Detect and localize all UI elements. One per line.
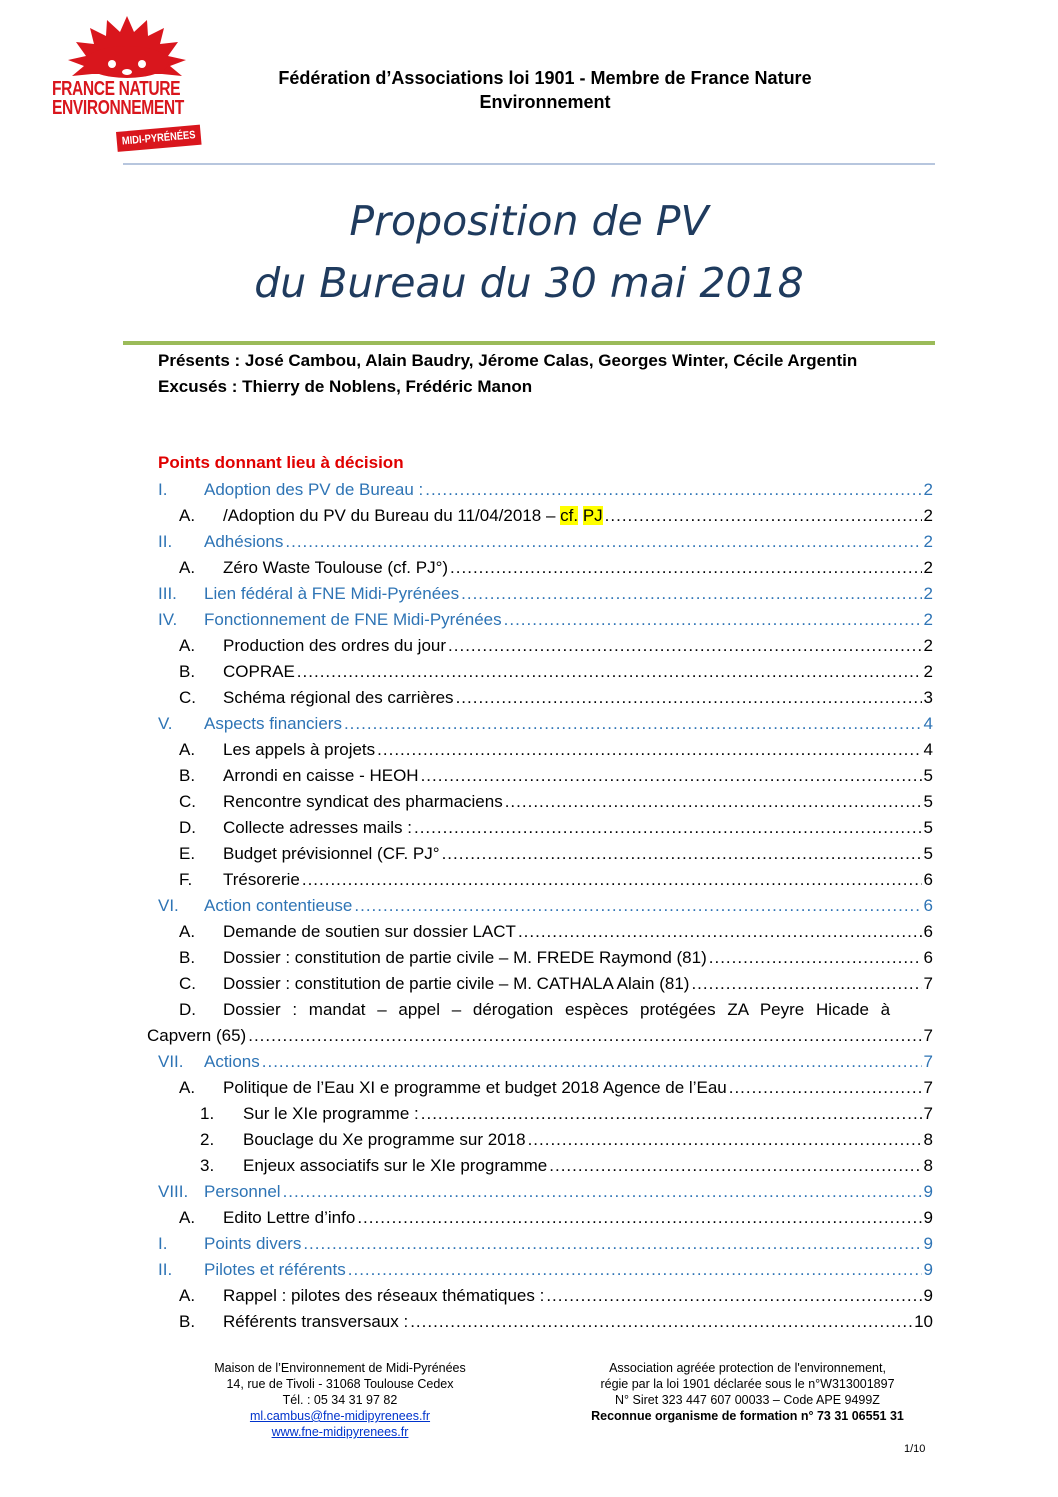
toc-number: D. <box>179 1000 196 1019</box>
toc-page: 5 <box>923 766 933 785</box>
toc-label: Schéma régional des carrières <box>223 688 454 707</box>
toc-number: I. <box>158 1234 168 1253</box>
toc-page: 6 <box>923 896 933 915</box>
toc-label: Rencontre syndicat des pharmaciens <box>223 792 503 811</box>
toc-leader <box>549 1153 921 1179</box>
toc-number: 1. <box>200 1104 215 1123</box>
page-number: 1/10 <box>904 1443 926 1455</box>
toc-entry[interactable] <box>158 633 933 659</box>
toc-entry[interactable] <box>158 477 933 503</box>
toc-entry[interactable] <box>158 1205 933 1231</box>
toc-leader <box>297 659 922 685</box>
toc-leader <box>605 503 922 529</box>
header-line2: Environnement <box>479 92 611 112</box>
toc-number: IV. <box>158 610 178 629</box>
fne-logo <box>52 14 202 164</box>
toc-number: A. <box>179 506 196 525</box>
toc-label: Zéro Waste Toulouse (cf. PJ°) <box>223 558 449 577</box>
toc-leader <box>303 1231 921 1257</box>
toc-leader <box>450 555 921 581</box>
toc-leader <box>528 1127 922 1153</box>
toc-leader <box>410 1309 912 1335</box>
toc-leader <box>414 815 922 841</box>
toc-entry[interactable] <box>158 529 933 555</box>
toc-entry[interactable] <box>158 607 933 633</box>
toc-label: COPRAE <box>223 662 295 681</box>
toc-page: 2 <box>923 532 933 551</box>
toc-number: E. <box>179 844 196 863</box>
toc-entry[interactable] <box>158 1257 933 1283</box>
toc-label: Edito Lettre d’info <box>223 1208 356 1227</box>
toc-page: 2 <box>923 506 933 525</box>
federation-header <box>210 66 880 114</box>
toc-number: 3. <box>200 1156 215 1175</box>
toc-leader <box>344 711 922 737</box>
toc-page: 9 <box>923 1182 933 1201</box>
toc-page: 2 <box>923 584 933 603</box>
toc-entry[interactable] <box>158 1179 933 1205</box>
toc-page: 7 <box>923 1078 933 1097</box>
toc-number: A. <box>179 1078 196 1097</box>
toc-page: 2 <box>923 636 933 655</box>
toc-page: 7 <box>923 1052 933 1071</box>
toc-label: Trésorerie <box>223 870 300 889</box>
toc-number: A. <box>179 740 196 759</box>
toc-page: 8 <box>923 1130 933 1149</box>
toc-label: Les appels à projets <box>223 740 376 759</box>
toc-label: Fonctionnement de FNE Midi-Pyrénées <box>204 610 502 629</box>
toc-entry[interactable] <box>158 503 933 529</box>
toc-number: D. <box>179 818 196 837</box>
toc-entry[interactable] <box>158 581 933 607</box>
toc-number: C. <box>179 974 196 993</box>
toc-number: B. <box>179 766 196 785</box>
footer-contact <box>180 1360 500 1440</box>
toc-label: Politique de l’Eau XI e programme et budget 2018 Agence de l’Eau <box>223 1078 727 1097</box>
toc-number: C. <box>179 688 196 707</box>
toc-page: 2 <box>923 480 933 499</box>
footer-legal-line1: Association agréée protection de l'environnement, <box>609 1361 886 1375</box>
toc-number: A. <box>179 922 196 941</box>
toc-label: Points divers <box>204 1234 302 1253</box>
toc-number: I. <box>158 480 168 499</box>
toc-label: Arrondi en caisse - HEOH <box>223 766 419 785</box>
toc-label-text: /Adoption du PV du Bureau du 11/04/2018 – <box>223 506 561 525</box>
logo-line2: ENVIRONNEMENT <box>52 97 184 119</box>
toc-number: VI. <box>158 896 179 915</box>
toc-number: V. <box>158 714 173 733</box>
toc-label: Référents transversaux : <box>223 1312 409 1331</box>
toc-number: A. <box>179 636 196 655</box>
toc-leader <box>442 841 922 867</box>
toc-page: 5 <box>923 818 933 837</box>
toc-entry-line1 <box>158 997 933 1023</box>
toc-label: Budget prévisionnel (CF. PJ° <box>223 844 440 863</box>
toc-label: Dossier : mandat – appel – dérogation espèces protégées ZA Peyre Hicade à <box>223 1000 891 1019</box>
toc-label: Personnel <box>204 1182 281 1201</box>
toc-entry[interactable] <box>158 893 933 919</box>
toc-entry[interactable] <box>158 1309 933 1335</box>
toc-leader <box>504 607 922 633</box>
hedgehog-icon <box>52 14 202 84</box>
toc-label: Sur le XIe programme : <box>243 1104 419 1123</box>
toc-leader <box>348 1257 922 1283</box>
table-of-contents <box>147 477 933 1335</box>
toc-leader <box>421 763 922 789</box>
toc-label: Dossier : constitution de partie civile – M. CATHALA Alain (81) <box>223 974 690 993</box>
footer-legal-line2: régie par la loi 1901 déclarée sous le n°W313001897 <box>600 1377 895 1391</box>
toc-page: 2 <box>923 558 933 577</box>
toc-entry[interactable] <box>158 1075 933 1101</box>
toc-number: VIII. <box>158 1182 189 1201</box>
toc-page: 2 <box>923 610 933 629</box>
toc-entry[interactable] <box>158 737 933 763</box>
toc-entry[interactable] <box>158 555 933 581</box>
toc-leader <box>262 1049 922 1075</box>
logo-region-badge: MIDI-PYRÉNÉES <box>116 125 201 152</box>
toc-leader <box>546 1283 921 1309</box>
toc-leader <box>354 893 921 919</box>
toc-label: Adhésions <box>204 532 284 551</box>
toc-number: B. <box>179 662 196 681</box>
toc-entry[interactable] <box>158 1049 933 1075</box>
toc-leader <box>729 1075 922 1101</box>
toc-page: 9 <box>923 1234 933 1253</box>
excuses-line: Excusés : Thierry de Noblens, Frédéric Manon <box>158 377 533 396</box>
presents-line: Présents : José Cambou, Alain Baudry, Jérome Calas, Georges Winter, Cécile Argentin <box>158 351 858 370</box>
toc-page: 7 <box>923 974 933 993</box>
page-title <box>123 190 935 314</box>
toc-page: 2 <box>923 662 933 681</box>
toc-leader <box>285 529 921 555</box>
toc-leader <box>357 1205 921 1231</box>
toc-number: 2. <box>200 1130 215 1149</box>
toc-entry-line2 <box>147 1023 933 1049</box>
toc-leader <box>283 1179 922 1205</box>
toc-entry[interactable] <box>158 789 933 815</box>
toc-number: II. <box>158 532 173 551</box>
highlighted-text: cf. <box>560 506 579 525</box>
title-line2: du Bureau du 30 mai 2018 <box>254 259 804 307</box>
footer-address: 14, rue de Tivoli - 31068 Toulouse Cedex <box>226 1377 454 1391</box>
footer-email-link[interactable]: ml.cambus@fne-midipyrenees.fr <box>249 1409 431 1423</box>
toc-number: F. <box>179 870 193 889</box>
toc-label: Capvern (65) <box>147 1026 247 1045</box>
toc-label: Pilotes et référents <box>204 1260 346 1279</box>
toc-number: A. <box>179 1208 196 1227</box>
header-line1: Fédération d’Associations loi 1901 - Membre de France Nature <box>278 68 812 88</box>
toc-leader <box>248 1023 921 1049</box>
toc-entry[interactable] <box>158 763 933 789</box>
footer-website-link[interactable]: www.fne-midipyrenees.fr <box>271 1425 409 1439</box>
toc-number: C. <box>179 792 196 811</box>
title-divider <box>123 341 935 345</box>
toc-page: 9 <box>923 1260 933 1279</box>
toc-entry[interactable] <box>158 841 933 867</box>
footer-org-name: Maison de l’Environnement de Midi-Pyrénées <box>214 1361 466 1375</box>
toc-heading: Points donnant lieu à décision <box>158 453 404 472</box>
toc-label: Bouclage du Xe programme sur 2018 <box>243 1130 526 1149</box>
toc-label: Demande de soutien sur dossier LACT <box>223 922 516 941</box>
toc-page: 4 <box>923 740 933 759</box>
toc-entry[interactable] <box>158 919 933 945</box>
toc-entry[interactable] <box>158 711 933 737</box>
toc-label: Adoption des PV de Bureau : <box>204 480 424 499</box>
toc-page: 8 <box>923 1156 933 1175</box>
toc-entry[interactable] <box>158 1283 933 1309</box>
title-line1: Proposition de PV <box>349 197 709 245</box>
header-divider <box>123 163 935 165</box>
toc-page: 9 <box>923 1208 933 1227</box>
toc-number: VII. <box>158 1052 184 1071</box>
toc-leader <box>302 867 922 893</box>
toc-entry[interactable] <box>158 945 933 971</box>
toc-page: 7 <box>923 1104 933 1123</box>
toc-label: Aspects financiers <box>204 714 342 733</box>
toc-label: Dossier : constitution de partie civile – M. FREDE Raymond (81) <box>223 948 707 967</box>
toc-page: 6 <box>923 870 933 889</box>
logo-wordmark <box>52 78 184 119</box>
toc-leader <box>461 581 921 607</box>
toc-label: Action contentieuse <box>204 896 353 915</box>
toc-page: 9 <box>923 1286 933 1305</box>
toc-number: II. <box>158 1260 173 1279</box>
toc-leader <box>691 971 921 997</box>
toc-page: 6 <box>923 922 933 941</box>
toc-entry[interactable] <box>158 867 933 893</box>
toc-page: 6 <box>923 948 933 967</box>
toc-entry[interactable] <box>158 659 933 685</box>
toc-page: 4 <box>923 714 933 733</box>
toc-label <box>223 503 603 529</box>
toc-label: Enjeux associatifs sur le XIe programme <box>243 1156 548 1175</box>
toc-number: B. <box>179 948 196 967</box>
toc-entry[interactable] <box>158 971 933 997</box>
toc-leader <box>448 633 922 659</box>
toc-page: 5 <box>923 844 933 863</box>
toc-page: 5 <box>923 792 933 811</box>
toc-entry[interactable] <box>158 1231 933 1257</box>
toc-label: Production des ordres du jour <box>223 636 447 655</box>
toc-leader <box>377 737 921 763</box>
toc-leader <box>421 1101 922 1127</box>
footer-legal <box>555 1360 940 1424</box>
footer-legal-line3: N° Siret 323 447 607 00033 – Code APE 9499Z <box>615 1393 880 1407</box>
toc-leader <box>709 945 922 971</box>
logo-line1: FRANCE NATURE <box>52 78 181 100</box>
toc-number: A. <box>179 1286 196 1305</box>
toc-label: Lien fédéral à FNE Midi-Pyrénées <box>204 584 460 603</box>
toc-page: 10 <box>914 1312 933 1331</box>
attendance-block <box>158 348 857 400</box>
toc-entry[interactable] <box>158 685 933 711</box>
toc-label: Actions <box>204 1052 260 1071</box>
toc-leader <box>425 477 921 503</box>
toc-entry[interactable] <box>158 1153 933 1179</box>
highlighted-text: PJ <box>582 506 603 525</box>
toc-entry[interactable] <box>147 997 933 1049</box>
toc-leader <box>456 685 922 711</box>
toc-leader <box>505 789 922 815</box>
toc-page: 3 <box>923 688 933 707</box>
toc-entry[interactable] <box>158 815 933 841</box>
toc-entry[interactable] <box>158 1127 933 1153</box>
toc-number: B. <box>179 1312 196 1331</box>
toc-entry[interactable] <box>158 1101 933 1127</box>
toc-number: A. <box>179 558 196 577</box>
toc-page: 7 <box>923 1026 933 1045</box>
toc-leader <box>518 919 922 945</box>
toc-number: III. <box>158 584 177 603</box>
toc-label: Rappel : pilotes des réseaux thématiques : <box>223 1286 545 1305</box>
footer-legal-line4: Reconnue organisme de formation n° 73 31 06551 31 <box>591 1409 904 1423</box>
toc-label: Collecte adresses mails : <box>223 818 412 837</box>
footer-phone: Tél. : 05 34 31 97 82 <box>282 1393 398 1407</box>
